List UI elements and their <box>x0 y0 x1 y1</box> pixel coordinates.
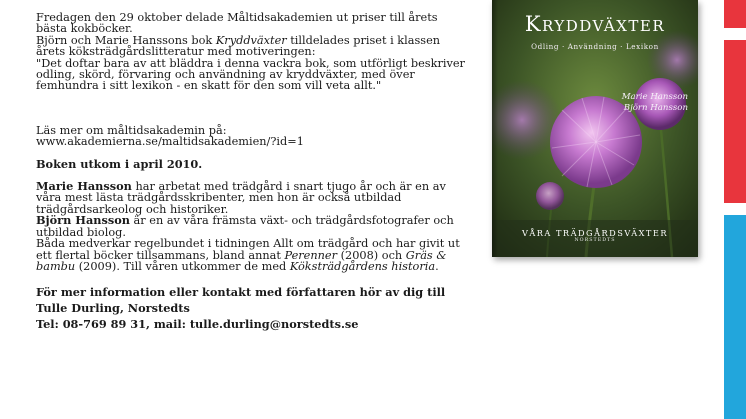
side-bar-gap <box>724 28 746 40</box>
cover-author-2: Björn Hansson <box>623 103 688 113</box>
joint-text-mid2: (2009). Till våren utkommer de med <box>75 259 290 273</box>
cover-title: Kryddväxter <box>524 12 666 36</box>
decorative-side-bar <box>724 0 746 419</box>
cover-series: VÅRA TRÄDGÅRDSVÄXTER <box>521 228 669 238</box>
chive-bud-left <box>536 182 564 210</box>
joint-text-mid1: (2008) och <box>337 248 406 262</box>
cover-author-1: Marie Hansson <box>621 92 688 102</box>
award-text-suffix: tilldelades priset i klassen årets köksträdgårdslitteratur med motiveringen: <box>36 33 441 59</box>
book-gras-bambu: Gräs & bambu <box>36 248 447 273</box>
publication-date: Boken utkom i april 2010. <box>36 156 203 171</box>
article-text <box>36 12 468 332</box>
book-perenner: Perenner <box>284 248 338 262</box>
joint-text-prefix: Båda medverkar regelbundet i tidningen Allt om trädgård och har givit ut ett flertal böcker tillsammans, bland annat <box>36 237 460 262</box>
book-cover <box>492 0 698 257</box>
spacer <box>36 272 468 284</box>
authors-joint-bio <box>36 238 468 272</box>
side-bar-red-top <box>724 0 746 28</box>
book-title-inline: Kryddväxter <box>215 33 287 47</box>
spacer <box>36 92 468 114</box>
side-bar-gap <box>724 203 746 215</box>
contact-info: För mer information eller kontakt med författaren hör av dig till Tulle Durling, Norstedts <box>36 285 446 316</box>
intro-paragraph: Fredagen den 29 oktober delade Måltidsakademien ut priser till årets bästa kokböcker. <box>36 11 438 36</box>
side-bar-blue-bottom <box>724 215 746 419</box>
author-marie-name: Marie Hansson <box>36 179 132 194</box>
author-bjorn-name: Björn Hansson <box>36 213 130 228</box>
author-bjorn-bio <box>36 215 468 238</box>
side-bar-red-middle <box>724 40 746 203</box>
joint-text-end: . <box>435 259 439 273</box>
award-paragraph <box>36 35 468 58</box>
cover-publisher: NORSTEDTS <box>574 238 616 243</box>
readmore-link[interactable]: www.akademierna.se/maltidsakademien/?id=1 <box>36 135 304 149</box>
book-spine <box>492 0 498 257</box>
jury-quote: "Det doftar bara av att bläddra i denna vackra bok, som utförligt beskriver odling, skörd, förvaring och användning av kryddväxter, med över femhundra i sitt lexikon - en skatt för den som vill veta allt." <box>36 56 465 93</box>
author-marie-bio <box>36 181 468 215</box>
award-text-prefix: Björn och Marie Hanssons bok <box>36 33 216 47</box>
book-cover-artwork <box>492 0 698 257</box>
contact-details[interactable]: Tel: 08-769 89 31, mail: tulle.durling@norstedts.se <box>36 317 359 332</box>
cover-subtitle: Odling · Användning · Lexikon <box>531 42 659 51</box>
author-marie-text: har arbetat med trädgård i snart tjugo år och är en av våra mest lästa trädgårdsskribenter, men hon är också utbildad trädgårdsarkeolog och historiker. <box>36 180 446 216</box>
cover-authors <box>622 92 688 114</box>
readmore-label: Läs mer om måltidsakademin på: <box>36 123 227 137</box>
author-bjorn-text: är en av våra främsta växt- och trädgårdsfotografer och utbildad biolog. <box>36 214 454 239</box>
book-kokstradgardens-historia: Köksträdgårdens historia <box>289 259 436 273</box>
